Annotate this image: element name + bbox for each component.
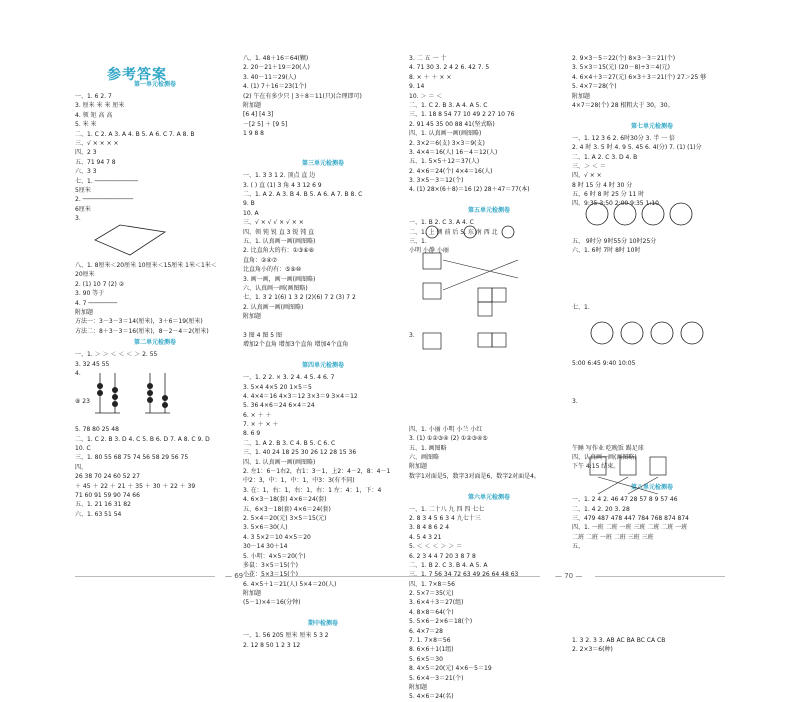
answer-line: 2. 2×3＝6(种) <box>572 646 613 654</box>
answer-line <box>243 350 403 359</box>
answer-line: 三、1. <box>409 238 427 246</box>
answer-line: 3. 40－11＝29(人) <box>243 73 297 81</box>
answer-line: 6. 4×5＋1＝21(人) 5×4＝20(人) <box>243 580 337 588</box>
section-heading: 第八单元检测卷 <box>630 484 673 492</box>
answer-lines-unit1 <box>75 92 235 336</box>
answer-line: 四、2 3 <box>75 149 97 157</box>
answer-line: 附加题 <box>243 590 262 598</box>
section-heading: 第七单元检测卷 <box>630 122 673 130</box>
answer-line: 71 60 91 59 90 74 66 <box>75 492 140 500</box>
answer-line: 4. <box>75 369 81 377</box>
answer-line: 4. 8×8＝64(个) <box>409 608 454 616</box>
answer-line <box>572 369 732 378</box>
answer-line: 5. 5×6－2×6＝18(个) <box>409 618 473 626</box>
answer-line <box>572 378 732 387</box>
answer-line: 5. 78 80 25 48 <box>75 426 119 434</box>
answer-line: 六、1. 6时 7时 8时 10时 <box>572 247 641 255</box>
answer-line <box>409 378 569 387</box>
answer-line: 三、√ × × × × <box>75 139 119 147</box>
answer-line: 2. 比直角大的有：①③⑥⑧ <box>243 247 315 255</box>
answer-line: 附加题 <box>243 101 262 109</box>
answer-line: 5厘米 <box>75 186 91 194</box>
answer-line: 二、1. A 2. C 3. D 4. B <box>572 153 638 161</box>
answer-line: 一、1. 6 2. 7 <box>75 93 112 100</box>
answer-line: 4. 6×3－18(套) 4×6＝24(套) <box>243 496 327 504</box>
answer-line: 4. (1) 7＋16＝23(1个) <box>243 83 307 91</box>
answer-line: 5:00 6:45 9:40 10:05 <box>572 360 636 368</box>
answer-line <box>572 228 732 237</box>
answer-line: 方法二：8＋3－3＝16(厘米)，8－2－4＝2(厘米) <box>75 327 209 335</box>
page-number-left: — 69 — <box>225 572 253 580</box>
answer-line: 3. 3×5－3＝12(个) <box>409 177 464 185</box>
answer-line <box>572 350 732 359</box>
answer-line: 一、1. B 2. C 3. A 4. C <box>409 219 474 227</box>
answer-line: 三、＞ ＜ ＝ <box>572 162 606 170</box>
answer-line: 四、9:35 3:50 2:00 9:35 1:10 <box>572 200 659 208</box>
answer-line: 2. 4×6＝24(个) 4×4＝16(人) <box>409 167 493 175</box>
answer-line: 2. 12 8 50 1 2 3 12 <box>243 641 301 649</box>
answer-line: 四、认真画一画(画图略) <box>572 454 637 462</box>
answer-line: 5. 米 米 <box>75 121 97 129</box>
answer-line: 5. 6×4－3＝21(个) <box>409 674 464 682</box>
answer-line: 一、1. 二十八 九 四 四 七七 <box>409 505 485 513</box>
answer-line: 8. 4×5＝20(元) 4×6－5＝19 <box>409 665 492 673</box>
answer-line: 五、1. 画图略 <box>409 444 447 452</box>
answer-line: 6. 4×7＝28 <box>409 627 443 635</box>
answer-line: 2. 5×7＝35(元) <box>409 590 454 598</box>
footer-rule-left <box>75 576 215 577</box>
answer-line: 六、1. 63 51 54 <box>75 510 122 518</box>
answer-line <box>243 608 403 617</box>
answer-line: 7. 1. 7×8＝56 <box>409 637 451 645</box>
answer-line: 七、1. ──────────── <box>75 177 138 185</box>
answer-line <box>572 598 732 607</box>
answer-line: 3. 厘米 米 米 厘米 <box>75 102 125 110</box>
answer-line: 2. 认真画一画(画图略) <box>243 303 304 311</box>
answer-line <box>572 434 732 443</box>
answer-line: 七、1. 3 2 1(6) 1 3 2 (2)(6) 7 2 (3) 7 2 <box>243 294 356 302</box>
answer-line: 三、√ × √ √ × √ × × <box>243 219 304 227</box>
section-heading-unit2: 第二单元检测卷 <box>133 339 176 347</box>
answer-line: 五、71 94 7 8 <box>75 158 116 166</box>
answer-line: 6. 2 3 4 4 7 20 3 8 7 8 <box>409 552 476 560</box>
answer-line: 七、1. <box>572 303 590 311</box>
answer-line: 一、1. ＞ ＞ ＜ ＜ ＜ ＞ 2. 55 <box>75 351 158 359</box>
answer-line: 3. ( ) 直 (1) 3 角 4 3 12 6 9 <box>243 181 322 189</box>
quadrilateral-figure <box>90 220 170 260</box>
answer-line: 9. B <box>243 200 255 208</box>
answer-line: 直角：②④⑦ <box>243 256 278 264</box>
answer-line: 2. ────────────── <box>75 196 134 204</box>
answer-line: 8. 6×6＋1(1组) <box>409 646 454 654</box>
answer-line: 三、479 487 478 447 784 768 874 874 <box>572 514 689 522</box>
section-heading: 期中检测卷 <box>307 620 338 628</box>
answer-line: 一、1. 3 3 1 2. 顶点 直 边 <box>243 172 316 180</box>
answer-line <box>572 256 732 265</box>
answer-line <box>409 195 569 204</box>
section-heading-unit1: 第一单元检测卷 <box>133 81 176 88</box>
answer-lines-col3 <box>409 54 569 702</box>
answer-line: 一、1. 2 4 2. 46 47 28 57 8 9 57 46 <box>572 496 678 504</box>
answer-line: 4. 3 5×2＝10 4×5＝20 <box>243 533 311 541</box>
answer-line <box>572 589 732 598</box>
answer-line: 5. 36 4×6＝24 6×4＝24 <box>243 402 315 410</box>
answer-line: 8. 6 9 <box>243 430 261 438</box>
answer-line <box>572 580 732 589</box>
answer-line: (2) 午在有多少只 | 3＋8＝11(只)(合理即可) <box>243 92 362 100</box>
answer-line: 4. 7 ──────── <box>75 299 118 307</box>
answer-line <box>572 561 732 570</box>
answer-line: 二、1. 4 2. 20 3. 28 <box>572 505 630 513</box>
answer-line: 三、1. 18 8 54 77 10 49 2 27 10 76 <box>409 111 515 119</box>
answer-line: 3. 画一画，画一画(画图略) <box>243 275 316 283</box>
answer-line: 4. 5 4 3 21 <box>409 533 442 541</box>
section-heading: 第四单元检测卷 <box>301 362 344 370</box>
answer-line <box>572 265 732 274</box>
answer-line: 五、1. 5×5＋12＝37(人) <box>409 158 480 166</box>
answer-lines-col2 <box>243 54 403 650</box>
answer-line: 六、认真画一画(画图略) <box>243 284 308 292</box>
answer-line: 8 时 15 分 4 时 30 分 <box>572 181 633 189</box>
answer-line <box>572 617 732 626</box>
answer-line: 六、画图略 <box>409 454 440 462</box>
answer-line <box>243 322 403 331</box>
answer-line <box>409 387 569 396</box>
answer-line: 八、1. 8厘米＜20厘米 10厘米＜15厘米 1米＜1米＜ <box>75 262 217 270</box>
answer-line <box>243 148 403 157</box>
section-heading: 第五单元检测卷 <box>467 207 510 215</box>
answer-line <box>409 406 569 415</box>
page-title: 参考答案 <box>107 67 167 83</box>
answer-line: 附加题 <box>409 684 428 691</box>
abacus-figure <box>90 368 200 418</box>
answer-line: 10. A <box>243 209 259 217</box>
answer-line: 10. C <box>75 445 91 453</box>
answer-line: 3. 90 等于 <box>75 290 105 298</box>
answer-line: 4. 领 矩 高 高 <box>75 111 113 119</box>
answer-line: 一、1. 12 3 6 2. 6时30分 3. 半 一 倍 <box>572 134 676 142</box>
answer-line: －[2 5] ＋ [9 5] <box>243 120 288 128</box>
answer-line: 2. 左1：6－1右2，右1：3－1，上2：4－2，8：4－1 <box>243 468 391 476</box>
answer-line: 午睡 写作业 吃晚饭 踢足球 <box>572 444 644 452</box>
answer-line: 26 38 70 24 60 52 27 <box>75 473 140 481</box>
answer-line: [6 4] [4 3] <box>243 111 274 119</box>
answer-line: 多鼠：3×5＝15(个) <box>243 561 298 569</box>
answer-line: 3. 5×3＝15(元) (20－8)÷3＝4(元) <box>572 64 670 72</box>
section-heading: 第三单元检测卷 <box>301 160 344 168</box>
answer-line: ⑧ 23 <box>75 398 90 406</box>
answer-line: 3. 在：1，右：1，右：1，右：1 左：4：1，下：4 <box>243 486 382 494</box>
answer-line: 5. 小明：4×5＝20(个) <box>243 552 306 560</box>
answer-line <box>409 415 569 424</box>
answer-line: 四、1. 认真画一画(画图略) <box>409 130 482 138</box>
answer-line: 三、1. 40 24 18 25 30 26 12 28 15 36 <box>243 449 357 457</box>
answer-line: 3. 5×6＝30(人) <box>243 524 288 532</box>
answer-line: 方法一：3－3－3＝14(厘米)，3＋6＝19(厘米) <box>75 318 203 326</box>
answer-line: 3. <box>572 397 578 405</box>
answer-line: 二、1. 上 侧 前 后 5. 东 南 西 北 <box>409 228 498 236</box>
answer-line <box>572 387 732 396</box>
answer-line: 3. 32 45 55 <box>75 360 110 368</box>
answer-line <box>572 110 732 119</box>
answer-line <box>572 406 732 415</box>
answer-line: 五、6 时 8 时 25 分 11 时 <box>572 191 645 199</box>
answer-line: ＋ 45 ＋ 22 ＋ 21 ＋ 35 ＋ 30 ＋ 22 ＋ 39 <box>75 482 196 490</box>
answer-line: 四、1. 小丽 小明 小兰 小红 <box>409 425 483 433</box>
answer-line: 附加题 <box>572 92 591 100</box>
answer-line: 4. 4×4＝16 4×3＝12 3×3＝9 3×4＝12 <box>243 392 358 400</box>
answer-line: 五、6×3－18(套) 4×6＝24(套) <box>243 505 331 513</box>
answer-line: 2. 9×3－5＝22(个) 8×3－3＝21(个) <box>572 55 676 62</box>
answer-line <box>243 139 403 148</box>
answer-line <box>572 425 732 434</box>
answer-line: 4. 71 30 3. 2 4 2 6. 42 7. 5 <box>409 64 490 72</box>
answer-line: 3. 5×4 4×5 20 1×5＝5 <box>243 383 312 391</box>
answer-line: 二、1. C 2. B 3. D 4. C 5. B 6. D 7. A 8. C 9. D <box>75 435 210 443</box>
answer-line: 五、1. 认真画一画(画图略) <box>243 238 316 246</box>
answer-line: 30－14 30＋14 <box>243 543 288 551</box>
answer-line <box>409 397 569 406</box>
answer-line <box>572 552 732 561</box>
boats-figure <box>420 222 540 246</box>
answer-line: 四、√ × × <box>572 172 602 180</box>
answer-line: 4. (1) 28×(6＋8)＝16 (2) 28＋47＝77(本) <box>409 186 530 194</box>
column-2 <box>243 54 403 650</box>
answer-line <box>409 369 569 378</box>
footer-rule-mid <box>260 576 540 577</box>
answer-line: 6厘米 <box>75 205 91 213</box>
answer-line: 2. 5×4＝20(元) 3×5＝15(元) <box>243 514 327 522</box>
answer-line <box>572 415 732 424</box>
answer-line: (5－1)×4＝16(分钟) <box>243 599 301 607</box>
answer-line: 9. 14 <box>409 83 425 91</box>
answer-line: 3. <box>409 331 415 339</box>
answer-line: 二、1. A 2. A 3. B 4. B 5. A 6. A 7. B 8. C <box>243 191 363 199</box>
footer-rule-right <box>595 576 725 577</box>
matching-figure <box>418 248 538 368</box>
answer-line: 2. 3×2＝6(支) 3×3＝9(支) <box>409 139 485 147</box>
answer-line: 1. 3 2. 3 3. AB AC BA BC CA CB <box>572 637 666 645</box>
column-4 <box>572 54 732 655</box>
answer-line: 三、1. 80 55 68 75 74 56 58 29 56 75 <box>75 454 189 462</box>
answer-line: 20厘米 <box>75 271 95 279</box>
answer-line: 二、1. B 2. C 3. B 4. A 5. A <box>409 561 488 569</box>
answer-line: 增加2个直角 增加3个直角 增加4个直角 <box>243 341 349 349</box>
answer-line: 二、1. C 2. A 3. A 4. B 5. A 6. C 7. A 8. B <box>75 130 195 138</box>
answer-line: 小花：5×3＝15(个) <box>243 571 298 579</box>
answer-line: 一、1. 56 205 厘米 厘米 5 3 2 <box>243 632 329 640</box>
answer-line: 数字1对面是5，数字3对面是6，数字2对面是4。 <box>409 472 540 480</box>
answer-line: 附加题 <box>243 313 262 321</box>
answer-line: 2. 4 时 3. 5 时 4. 9 5. 45 6. 4(分) 7. (1) (1)分 <box>572 144 702 152</box>
page-number-right: — 70 — <box>555 572 583 580</box>
answer-line: 附加题 <box>75 308 94 316</box>
answer-line: 五、1. 21 16 31 82 <box>75 501 131 509</box>
clocks-row-1 <box>585 200 695 228</box>
answer-line: 中2：3，中：1，中：1，中3：3(有不同) <box>243 477 355 485</box>
answer-line <box>572 293 732 302</box>
clocks-row-2 <box>590 318 720 348</box>
answer-line: 3. 4×4＝16(人) 16－4＝12(人) <box>409 148 498 156</box>
answer-line: 4. 6×4＋3＝27(元) 6×3＋3＝21(个) 27＞25 够 <box>572 73 707 81</box>
answer-line: 二、1. C 2. B 3. A 4. A 5. C <box>409 101 488 109</box>
answer-line: 2. 20－21＋19＝20(人) <box>243 64 310 72</box>
answer-line: 5. 6×5＝30 <box>409 655 443 663</box>
answer-line: 六、3 3 <box>75 168 97 176</box>
answer-line: 四、领 钝 锐 直 3 锐 钝 直 <box>243 228 315 236</box>
answer-line <box>572 570 732 579</box>
answer-line <box>572 284 732 293</box>
answer-line: 4×7＝28(个) 28 根粗大于 30，30。 <box>572 101 674 109</box>
answer-line: 6. × ＋ ＋ <box>243 411 272 419</box>
answer-line: 3. 8 4 8 6 2 4 <box>409 524 450 532</box>
answer-line: 下午 4:15 结束。 <box>572 463 620 471</box>
answer-line <box>572 627 732 636</box>
answer-line: 附加题 <box>409 463 428 471</box>
answer-line: 2. 91 45 35 00 88 41(坚式略) <box>409 120 495 128</box>
answer-line: 2. 8 3 4 5 6 3 4 九七十三 <box>409 514 481 522</box>
answer-line: 四、1. 一班 二班 一班 三班 二班 二班 一班 <box>572 524 688 532</box>
answer-line: 四、1. 7×8＝56 <box>409 580 455 588</box>
answer-line: 四、1. 认真画一画(画图略) <box>243 458 316 466</box>
answer-line: 小明 小静 小丽 <box>409 247 449 255</box>
answer-line: 3. 6×4＋3＝27(组) <box>409 599 464 607</box>
answer-line: 10. ＞ ＝ ＜ <box>409 92 443 100</box>
answer-line: 5. 4×7＝28(个) <box>572 83 617 91</box>
answer-line: 5. 4×6＝24(名) <box>409 693 454 701</box>
answer-line: 五、 9时分 9时55分 10时25分 <box>572 238 657 246</box>
answer-line <box>409 481 569 490</box>
answer-line: 7. × ＋ × ＋ <box>243 421 279 429</box>
section-heading: 第六单元检测卷 <box>467 493 510 501</box>
answer-line: 一、1. 2 2. × 3. 2 4. 4 5. 4 6. 7 <box>243 374 335 382</box>
answer-line: 3. <box>75 215 81 223</box>
answer-lines-col4 <box>572 54 732 655</box>
answer-line <box>572 608 732 617</box>
answer-line: 3 图 4 图 5 图 <box>243 331 282 339</box>
answer-line: 1 9 8 8 <box>243 130 264 138</box>
answer-line: 四、 <box>75 463 88 471</box>
answer-line: 比直角小的有：⑤⑨⑩ <box>243 266 302 274</box>
answer-line: 8. × ＋ ＋ × × <box>409 73 452 81</box>
column-1 <box>75 78 235 519</box>
answer-line: 二、1. A 2. B 3. C 4. B 5. C 6. C <box>243 439 336 447</box>
answer-line: 3. 二 五 一 十 <box>409 55 447 62</box>
answer-line: 二班 二班 一班 二班 三班 三班 <box>572 533 654 541</box>
answer-line: 三、1. 7 56 34 72 63 49 26 64 48 63 <box>409 571 519 579</box>
clothes-figure <box>585 452 705 498</box>
answer-line: 八、1. 48＋16＝64(颗) <box>243 55 309 62</box>
answer-line: 五、 <box>572 543 585 551</box>
answer-line: 5. ＜ ＜ ＜ ＞ ＞ ＝ <box>409 543 463 551</box>
answer-line: 3. (1) ①②③④ (2) ①②③④⑤ <box>409 435 488 443</box>
answer-line <box>572 275 732 284</box>
answer-line: 2. (1) 10 7 (2) ② <box>75 280 125 288</box>
column-3 <box>409 54 569 702</box>
